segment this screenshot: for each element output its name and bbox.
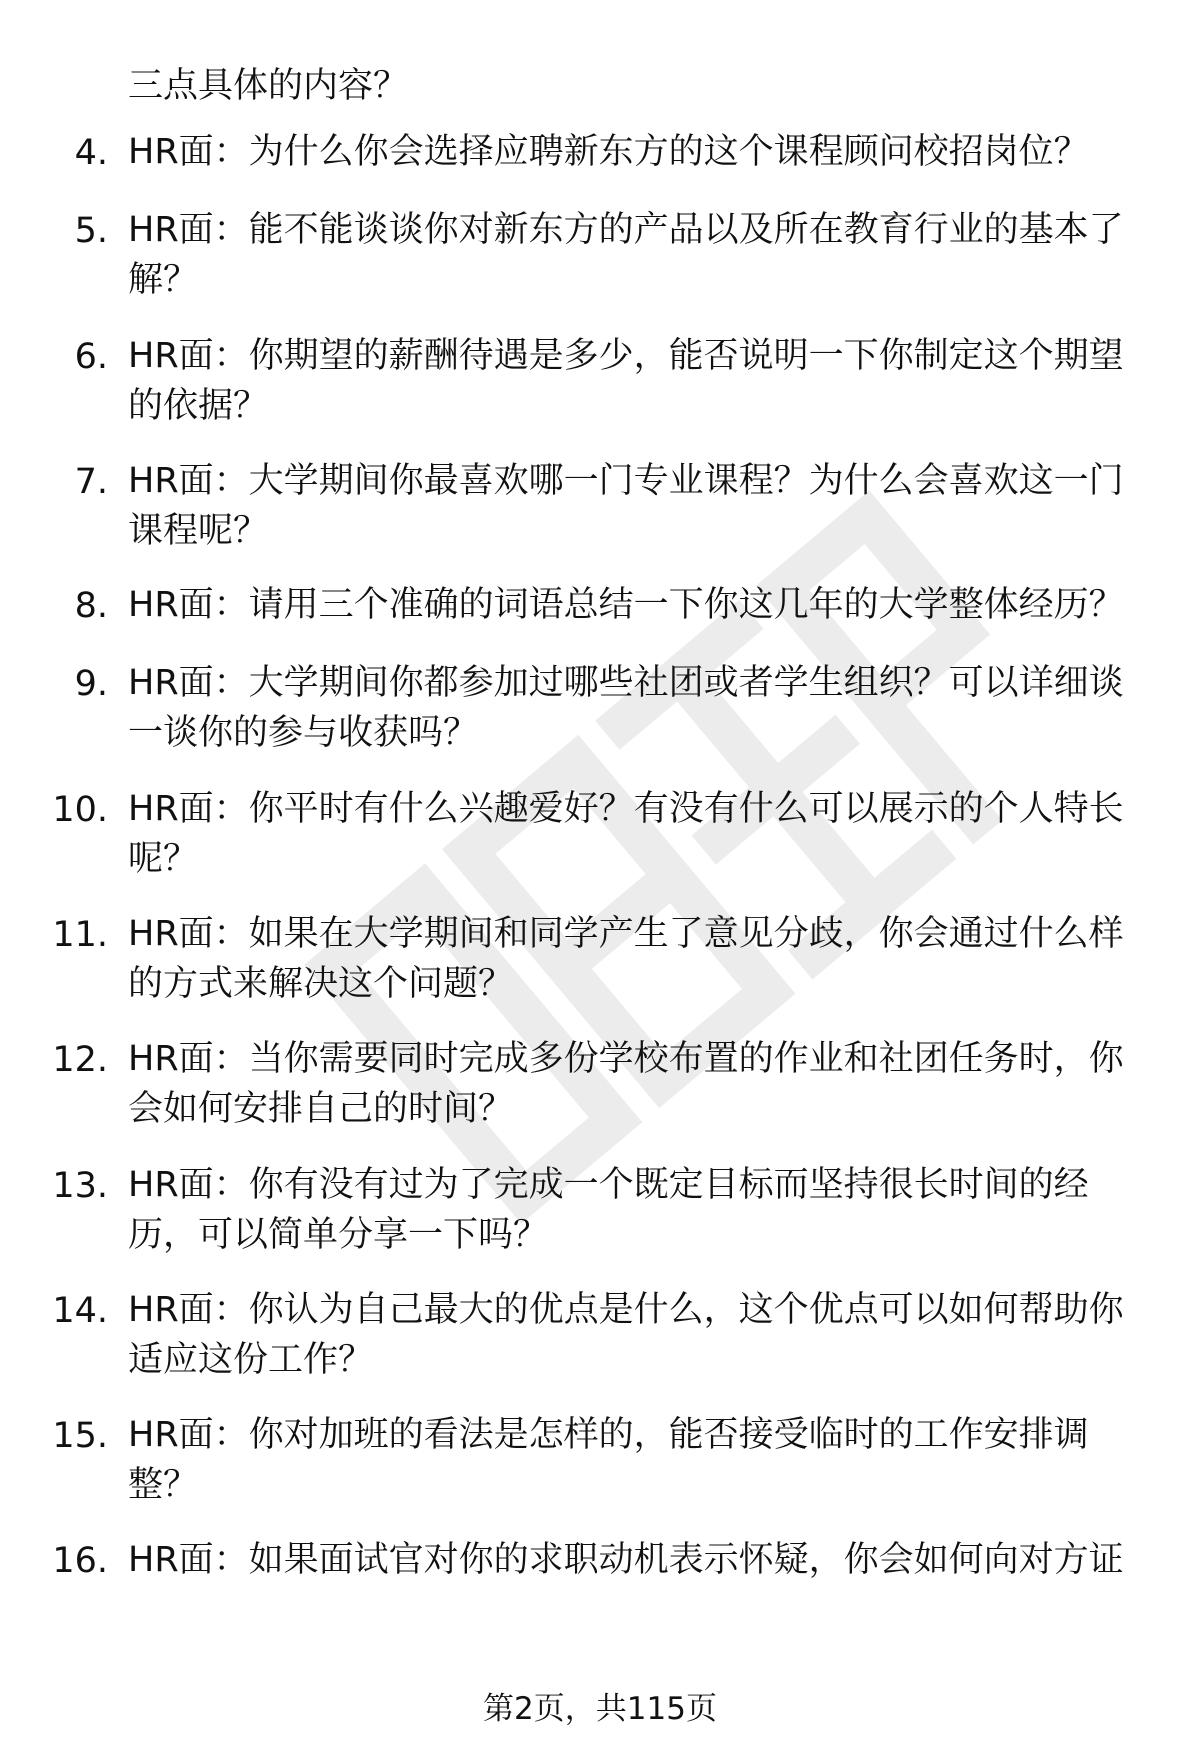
item-number: 5. (74, 211, 108, 251)
item-number: 4. (74, 133, 108, 173)
item-number: 8. (74, 586, 108, 626)
page-number-footer: 第2页，共115页 (483, 1691, 717, 1727)
item-number: 6. (74, 337, 108, 377)
item-text: HR面：你认为自己最大的优点是什么，这个优点可以如何帮助你适应这份工作？ (128, 1290, 1124, 1380)
item-number: 7. (74, 462, 108, 502)
item-text: HR面：你期望的薪酬待遇是多少，能否说明一下你制定这个期望的依据？ (128, 336, 1124, 426)
item-number: 13. (52, 1166, 108, 1206)
item-text: HR面：你平时有什么兴趣爱好？有没有什么可以展示的个人特长呢？ (128, 789, 1124, 879)
item-number: 9. (74, 664, 108, 704)
item-number: 11. (52, 915, 108, 955)
continuation-text: 三点具体的内容？ (128, 66, 409, 106)
item-number: 14. (52, 1291, 108, 1331)
item-text: HR面：你对加班的看法是怎样的，能否接受临时的工作安排调整？ (128, 1415, 1089, 1505)
item-number: 10. (52, 790, 108, 830)
item-text: HR面：大学期间你都参加过哪些社团或者学生组织？可以详细谈一谈你的参与收获吗？ (128, 663, 1124, 753)
item-text: HR面：当你需要同时完成多份学校布置的作业和社团任务时，你会如何安排自己的时间？ (128, 1039, 1124, 1129)
item-text: HR面：为什么你会选择应聘新东方的这个课程顾问校招岗位？ (128, 132, 1089, 172)
item-text: HR面：如果在大学期间和同学产生了意见分歧，你会通过什么样的方式来解决这个问题？ (128, 914, 1124, 1004)
item-text: HR面：大学期间你最喜欢哪一门专业课程？为什么会喜欢这一门课程呢？ (128, 461, 1124, 551)
item-number: 15. (52, 1416, 108, 1456)
item-text: HR面：能不能谈谈你对新东方的产品以及所在教育行业的基本了解？ (128, 210, 1124, 300)
item-number: 16. (52, 1541, 108, 1581)
item-text: HR面：如果面试官对你的求职动机表示怀疑，你会如何向对方证 (128, 1540, 1124, 1580)
item-text: HR面：请用三个准确的词语总结一下你这几年的大学整体经历？ (128, 585, 1124, 625)
item-number: 12. (52, 1040, 108, 1080)
item-text: HR面：你有没有过为了完成一个既定目标而坚持很长时间的经历，可以简单分享一下吗？ (128, 1165, 1089, 1255)
